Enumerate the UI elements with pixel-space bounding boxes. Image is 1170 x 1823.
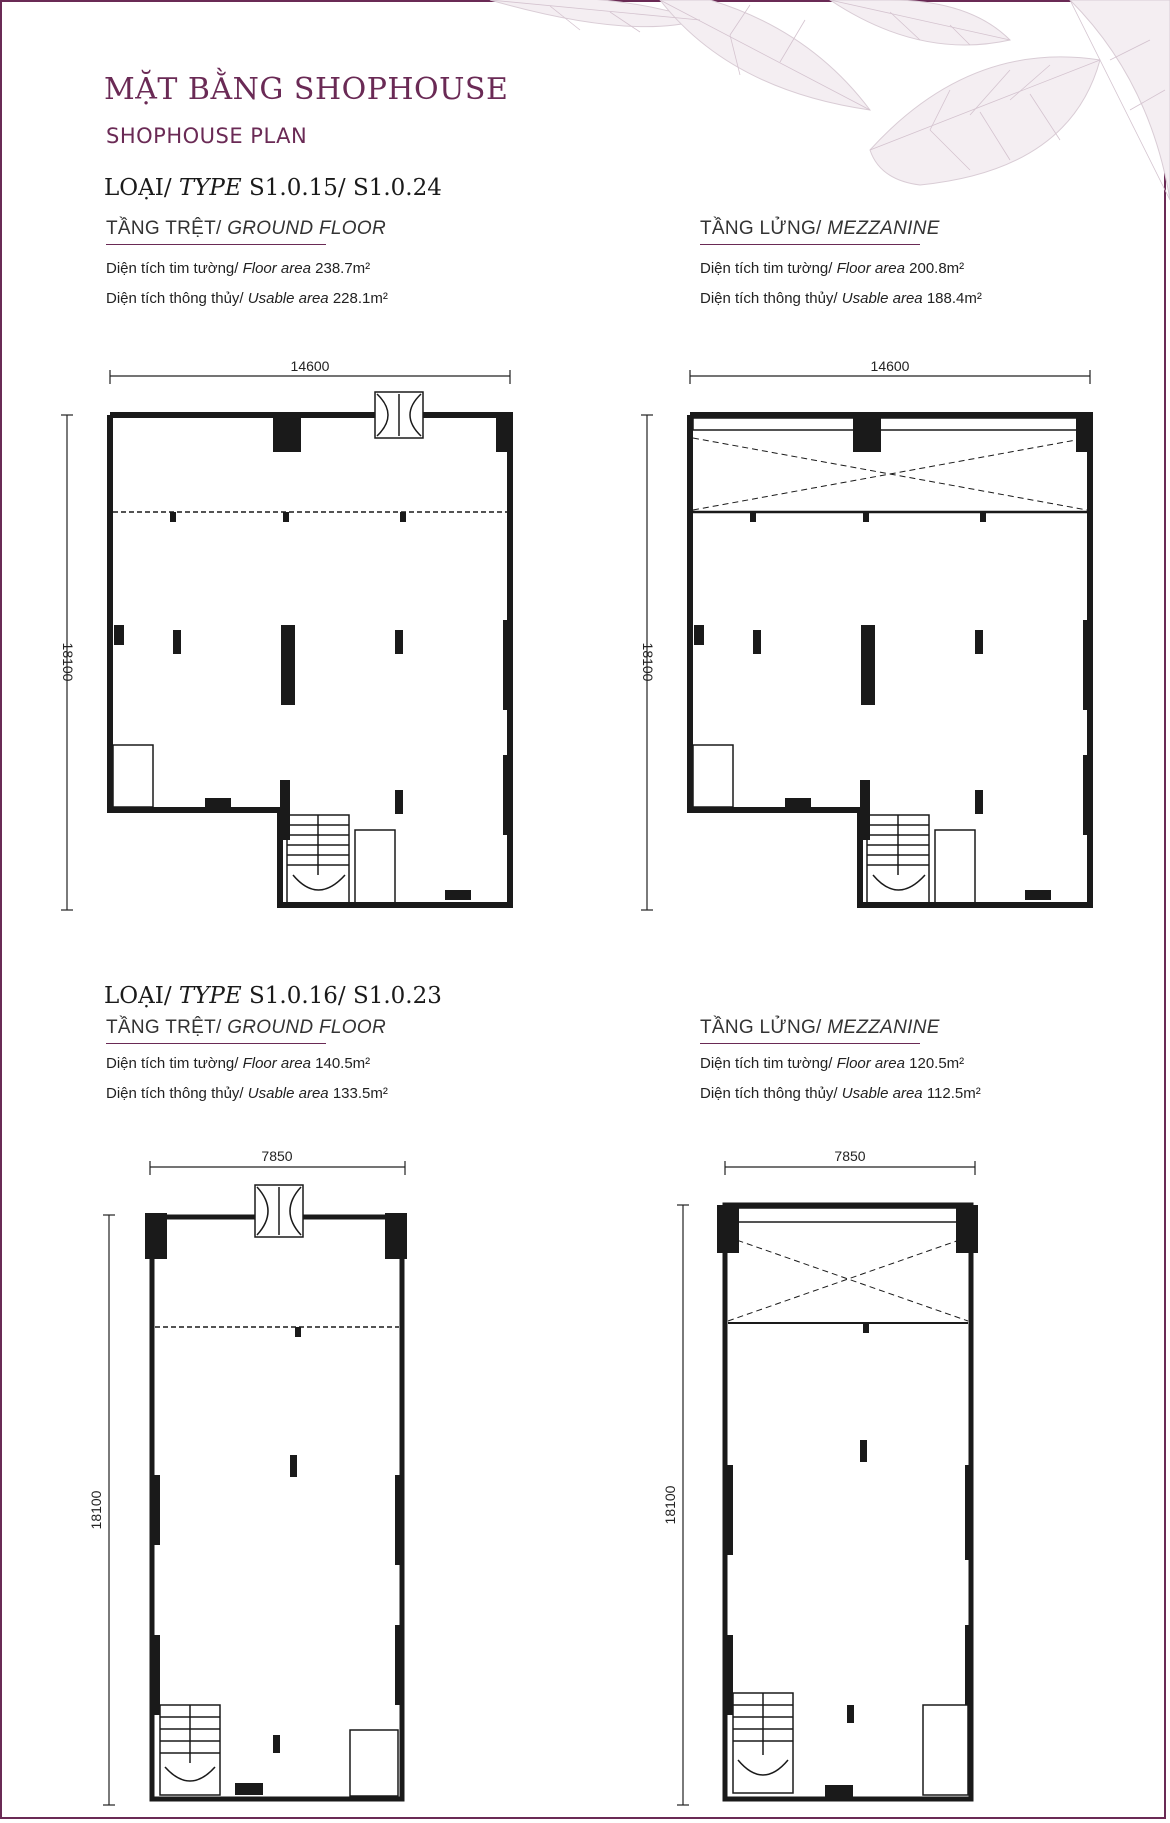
height-dimension: 18100 [662,1485,678,1525]
ground-floor-rule-2 [106,1043,326,1044]
leaf-decoration [450,0,1170,220]
ground-floor-area-1: Diện tích tim tường/ Floor area 238.7m² [106,260,371,277]
ground-floor-label-2: TẦNG TRỆT/ GROUND FLOOR [106,1017,386,1038]
width-dimension: 7850 [834,1148,866,1164]
width-dimension: 7850 [261,1148,293,1164]
floor-plan-ground-2 [88,1145,435,1815]
mezzanine-rule-2 [700,1043,920,1044]
ground-floor-label-1: TẦNG TRỆT/ GROUND FLOOR [106,218,386,239]
ground-floor-rule-1 [106,244,326,245]
floor-plan-ground-1 [55,360,535,920]
page-title: MẶT BẰNG SHOPHOUSE [104,72,509,107]
page-subtitle: SHOPHOUSE PLAN [106,124,308,148]
type-heading-1: LOẠI/ TYPE S1.0.15/ S1.0.24 [104,175,442,201]
width-dimension: 14600 [870,358,910,374]
mezzanine-label-2: TẦNG LỬNG/ MEZZANINE [700,1017,940,1038]
mezzanine-rule-1 [700,244,920,245]
mezzanine-floor-area-2: Diện tích tim tường/ Floor area 120.5m² [700,1055,965,1072]
ground-usable-area-1: Diện tích thông thủy/ Usable area 228.1m² [106,290,388,307]
height-dimension: 18100 [640,642,656,682]
ground-usable-area-2: Diện tích thông thủy/ Usable area 133.5m² [106,1085,388,1102]
floor-plan-mezzanine-2 [662,1145,1005,1815]
width-dimension: 14600 [290,358,330,374]
mezzanine-usable-area-2: Diện tích thông thủy/ Usable area 112.5m² [700,1085,981,1102]
mezzanine-usable-area-1: Diện tích thông thủy/ Usable area 188.4m² [700,290,982,307]
height-dimension: 18100 [88,1490,104,1530]
floor-plan-mezzanine-1 [635,360,1115,920]
mezzanine-floor-area-1: Diện tích tim tường/ Floor area 200.8m² [700,260,965,277]
mezzanine-label-1: TẦNG LỬNG/ MEZZANINE [700,218,940,239]
height-dimension: 18100 [60,642,76,682]
ground-floor-area-2: Diện tích tim tường/ Floor area 140.5m² [106,1055,371,1072]
type-heading-2: LOẠI/ TYPE S1.0.16/ S1.0.23 [104,983,442,1009]
